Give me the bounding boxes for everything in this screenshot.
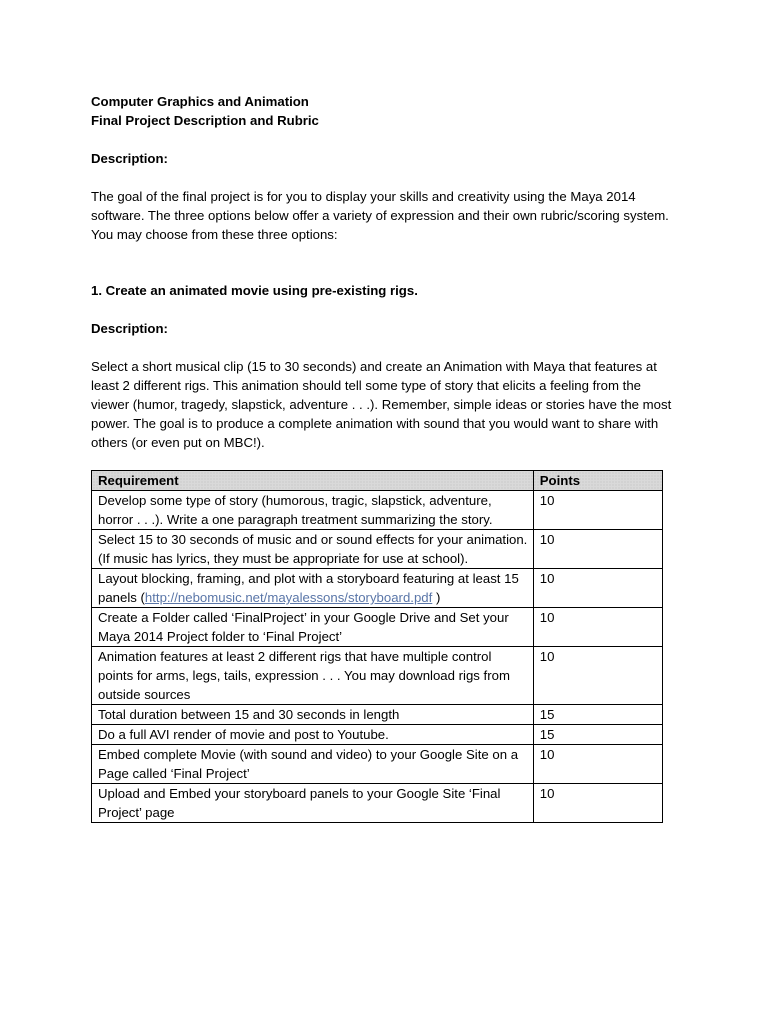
points-cell: 10 (533, 647, 662, 705)
option-1-description-heading: Description: (91, 321, 168, 336)
option-1-heading: 1. Create an animated movie using pre-existing rigs. (91, 283, 418, 298)
requirement-cell: Select 15 to 30 seconds of music and or sound effects for your animation. (If music has lyrics, they must be appropriate for use at school). (92, 530, 534, 569)
requirement-cell: Embed complete Movie (with sound and video) to your Google Site on a Page called ‘Final Project’ (92, 745, 534, 784)
document-page (91, 92, 681, 823)
table-row (92, 705, 663, 725)
requirement-cell (92, 569, 534, 608)
table-row (92, 608, 663, 647)
table-row (92, 569, 663, 608)
requirement-cell: Do a full AVI render of movie and post to Youtube. (92, 725, 534, 745)
points-cell: 10 (533, 745, 662, 784)
points-cell: 10 (533, 608, 662, 647)
points-cell: 15 (533, 725, 662, 745)
table-row (92, 530, 663, 569)
column-header-requirement: Requirement (92, 471, 534, 491)
table-row (92, 647, 663, 705)
requirement-text-prefix: Layout blocking, framing, and plot with a storyboard featuring at least 15 panels ( (98, 571, 519, 605)
requirement-cell: Develop some type of story (humorous, tragic, slapstick, adventure, horror . . .). Write a one paragraph treatment summarizing the story. (92, 491, 534, 530)
table-row (92, 745, 663, 784)
table-row (92, 725, 663, 745)
requirement-cell: Animation features at least 2 different rigs that have multiple control points for arms, legs, tails, expression . . . You may download rigs from outside sources (92, 647, 534, 705)
column-header-points: Points (533, 471, 662, 491)
table-row (92, 784, 663, 823)
option-1-description: Select a short musical clip (15 to 30 seconds) and create an Animation with Maya that features at least 2 different rigs. This animation should tell some type of story that elicits a feeling from the viewer (humor, tragedy, slapstick, adventure . . .). Remember, simple ideas or stories have the most power. The goal is to produce a complete animation with sound that you would want to share with others (or even put on MBC!). (91, 359, 672, 450)
points-cell: 10 (533, 530, 662, 569)
rubric-table (91, 470, 663, 823)
table-row (92, 491, 663, 530)
points-cell: 15 (533, 705, 662, 725)
course-title: Computer Graphics and Animation (91, 94, 309, 109)
intro-heading: Description: (91, 151, 168, 166)
storyboard-link[interactable]: http://nebomusic.net/mayalessons/storyboard.pdf (144, 590, 433, 605)
points-cell: 10 (533, 491, 662, 530)
requirement-cell: Create a Folder called ‘FinalProject’ in your Google Drive and Set your Maya 2014 Project folder to ‘Final Project’ (92, 608, 534, 647)
requirement-cell: Upload and Embed your storyboard panels to your Google Site ‘Final Project’ page (92, 784, 534, 823)
document-title: Final Project Description and Rubric (91, 113, 319, 128)
requirement-cell: Total duration between 15 and 30 seconds in length (92, 705, 534, 725)
points-cell: 10 (533, 784, 662, 823)
intro-paragraph: The goal of the final project is for you to display your skills and creativity using the Maya 2014 software. The three options below offer a variety of expression and their own rubric/scoring system. You may choose from these three options: (91, 189, 669, 242)
requirement-text-suffix: ) (432, 590, 441, 605)
rubric-header-row (92, 471, 663, 491)
points-cell: 10 (533, 569, 662, 608)
